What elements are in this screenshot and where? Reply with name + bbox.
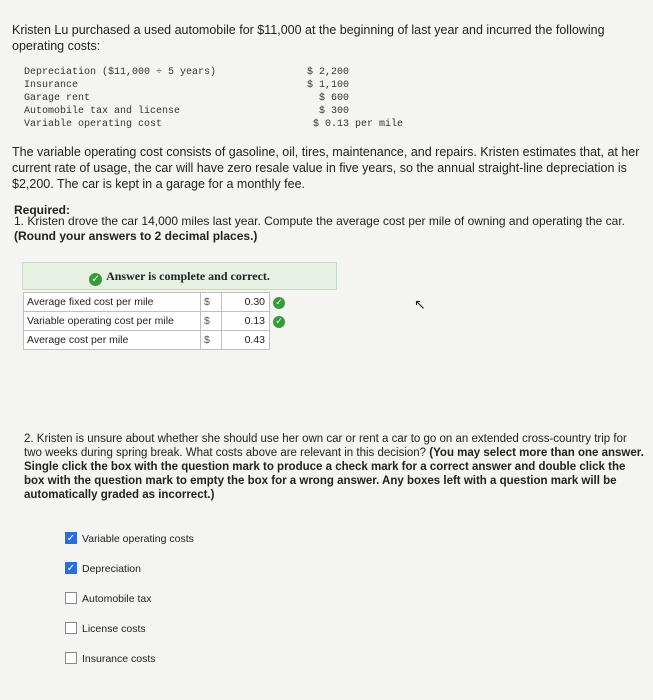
checkbox-checked-icon[interactable]: ✓ [66,563,76,574]
question-2-text: 2. Kristen is unsure about whether she should use her own car or rent a car to go on an extended cross-country trip for two weeks during spring break. What costs above are relevant in this decision? [24,433,627,459]
problem-paragraph: The variable operating cost consists of gasoline, oil, tires, maintenance, and repairs. Kristen estimates that, at her current rate of usage, the car will have zero resale value in five years, so the annual straight-line depreciation is $2,200. The car is kept in a garage for a monthly fee. [12,145,640,191]
cost-row [24,105,404,118]
cost-amount: $ 300 [307,106,350,117]
table-row [24,293,292,312]
option-label: Depreciation [82,563,141,575]
required-heading: Required: [14,203,71,217]
answer-label: Variable operating cost per mile [24,312,201,331]
currency-symbol: $ [201,293,222,312]
problem-intro: Kristen Lu purchased a used automobile for $11,000 at the beginning of last year and incurred the following operating costs: [12,23,605,53]
answer-label: Average fixed cost per mile [24,293,201,312]
checkbox-empty-icon[interactable] [65,592,77,604]
cost-amount: $ 0.13 per mile [307,119,404,130]
answer-status-text: Answer is complete and correct. [106,269,270,283]
cost-label: Garage rent [24,93,91,104]
checkbox-empty-icon[interactable] [65,622,77,634]
answer-table [23,292,292,350]
answer-input[interactable]: 0.30 [222,293,270,312]
option-label: License costs [82,623,146,635]
question-1-note: (Round your answers to 2 decimal places.) [14,229,258,243]
mouse-cursor-icon: ↖ [414,297,426,313]
table-row [24,331,292,350]
answer-input[interactable]: 0.13 [222,312,270,331]
cost-label: Automobile tax and license [24,106,181,117]
answer-input[interactable]: 0.43 [222,331,270,350]
cost-label: Variable operating cost [24,119,163,130]
cost-row [24,118,404,131]
currency-symbol: $ [201,312,222,331]
cost-amount: $ 1,100 [307,80,350,91]
answer-status-banner [22,262,337,290]
cost-amount: $ 600 [307,93,350,104]
currency-symbol: $ [201,331,222,350]
option-label: Variable operating costs [82,533,194,545]
question-1 [14,214,644,244]
checkbox-checked-icon[interactable]: ✓ [66,533,76,544]
check-circle-icon: ✓ [273,297,285,309]
cost-row [24,66,404,79]
cost-list [24,66,404,131]
question-2 [24,432,644,502]
question-1-text: 1. Kristen drove the car 14,000 miles last year. Compute the average cost per mile of owning and operating the car. [14,214,626,228]
check-circle-icon: ✓ [89,273,102,286]
cost-row [24,79,404,92]
checkbox-empty-icon[interactable] [65,652,77,664]
table-row [24,312,292,331]
question-2-instructions: (You may select more than one answer. Single click the box with the question mark to produce a check mark for a correct answer and double click the box with the question mark to empty the box for a wrong answer. Any boxes left with a question mark will be automatically graded as incorrect.) [24,447,644,501]
option-label: Insurance costs [82,653,156,665]
cost-amount: $ 2,200 [307,67,350,78]
cost-row [24,92,404,105]
answer-label: Average cost per mile [24,331,201,350]
cost-label: Insurance [24,80,79,91]
cost-label: Depreciation ($11,000 ÷ 5 years) [24,67,217,78]
check-circle-icon: ✓ [273,316,285,328]
option-label: Automobile tax [82,593,152,605]
